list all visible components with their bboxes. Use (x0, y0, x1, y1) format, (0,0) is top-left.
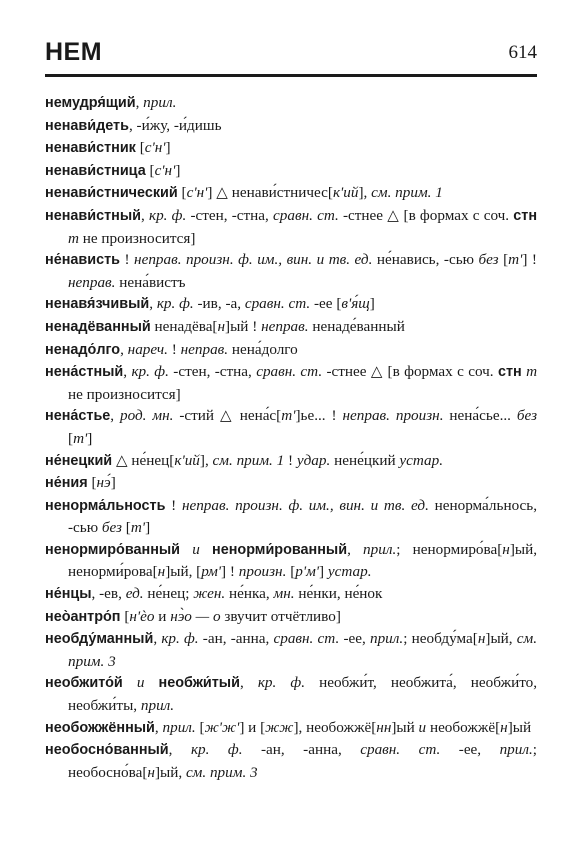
grammar-note: кʹий (332, 184, 359, 202)
headword: не́нцы (45, 586, 92, 603)
entry-nenavyazchivyy (45, 293, 537, 316)
entry-text: ; необосно́ва[ (68, 741, 538, 781)
grammar-note: кр. ф. (131, 363, 169, 381)
entry-nenadevannyy (45, 316, 537, 339)
grammar-note: сʹнʹ (186, 184, 208, 202)
headword: не́ния (45, 475, 88, 492)
grammar-note: прил. (363, 540, 397, 558)
entry-text: -стен, -стна, (186, 206, 274, 224)
entry-text: , -ев, (91, 585, 126, 603)
entry-text: ] (165, 139, 171, 157)
entry-text: ] ! (522, 251, 537, 269)
entry-nenetskiy (45, 450, 537, 473)
headword: ненорма́льность (45, 497, 166, 514)
entry-text: [ (120, 607, 130, 625)
grammar-note: т (526, 363, 538, 381)
entry-text: ]ый (507, 718, 532, 736)
grammar-note: сʹнʹ (154, 161, 176, 179)
grammar-note: сʹнʹ (144, 139, 166, 157)
grammar-note: см. прим. 3 (185, 763, 258, 781)
grammar-note: прил. (143, 94, 177, 111)
entry-text: и (154, 607, 171, 625)
entry-text: нена́вистъ (115, 273, 186, 291)
grammar-note: прил. (140, 697, 175, 715)
entry-text: -ее, (339, 630, 370, 648)
entry-text: , (110, 407, 121, 425)
grammar-note: прил. (162, 718, 196, 736)
grammar-note: тʹ (130, 519, 146, 537)
entry-text: △ не́нец[ (112, 451, 175, 469)
grammar-note: кр. ф. (148, 206, 187, 224)
entry-text: ; необду́ма[ (403, 630, 478, 648)
grammar-note: кр. ф. (190, 741, 243, 759)
entry-text: , (347, 540, 364, 558)
grammar-note: тʹ (508, 251, 523, 269)
headword: ненавя́зчивый (45, 296, 150, 313)
headword: ненави́стнический (45, 185, 178, 202)
headword: стн (497, 364, 522, 381)
entry-text: ! (284, 451, 297, 469)
grammar-note: неправ. произн. ф. им., вин. и тв. ед. (134, 251, 373, 269)
entry-text: ]ый, ненорми́рова[ (68, 540, 538, 581)
headword: ненави́стница (45, 162, 146, 179)
entry-text: ] (369, 295, 375, 313)
entry-text: ненаде́ванный (308, 317, 405, 335)
headword: нена́стье (45, 408, 111, 425)
entry-text: ], (199, 451, 213, 469)
grammar-note: устар. (327, 563, 372, 581)
entry-nenavidet (45, 115, 537, 138)
grammar-note: тʹ (281, 407, 296, 425)
running-headword: НЕМ (45, 38, 103, 66)
grammar-note: нэ̀о — о (170, 607, 221, 625)
grammar-note: сравн. ст. (256, 363, 323, 381)
entry-text: не́нки, не́нок (294, 585, 383, 603)
entry-text: , (239, 674, 258, 692)
entry-text: -ив, -а, (193, 295, 245, 313)
entry-text: ; ненормиро́ва[ (396, 540, 503, 558)
entry-neobozhzhennyy (45, 717, 537, 740)
entry-text: , (154, 718, 163, 736)
entry-list (45, 92, 537, 783)
entry-text: ]ье... ! (295, 407, 343, 425)
entry-nenastye (45, 405, 537, 449)
grammar-note: и (192, 540, 200, 558)
entry-text: нене́цкий (330, 451, 400, 469)
grammar-note: н (502, 540, 510, 558)
grammar-note: н (157, 563, 166, 581)
grammar-note: сравн. ст. (273, 630, 340, 648)
entry-text: ненадёва[ (150, 317, 218, 335)
entry-neobzhitoy (45, 672, 537, 716)
entry-text: ]ый ! (225, 317, 262, 335)
headword: нео̀антро́п (45, 608, 121, 625)
entry-text: ] ! (221, 563, 239, 581)
entry-text: , -и́жу, -и́дишь (128, 116, 222, 134)
entry-text: -стнее △ [в формах с соч. (338, 206, 514, 224)
entry-text: [ (121, 519, 131, 537)
headword: необжито́й (45, 675, 123, 692)
headword: ненави́стный (45, 207, 141, 224)
grammar-note: кр. ф. (156, 295, 194, 313)
headword: не́нецкий (45, 452, 113, 469)
entry-text: ], необожжё[ (293, 718, 377, 736)
grammar-note: жен. (193, 585, 226, 603)
grammar-note: мн. (273, 585, 295, 603)
entry-text: ]ый, [ (165, 563, 202, 581)
grammar-note: н (477, 630, 486, 648)
entry-nemudryashchiy (45, 92, 537, 115)
grammar-note: нэ́ (96, 474, 111, 492)
grammar-note: ед. (125, 585, 144, 603)
grammar-note: рʹмʹ (295, 563, 320, 581)
entry-text: -стий △ нена́с[ (173, 407, 282, 425)
entry-text: , (149, 295, 157, 313)
grammar-note: прил. (369, 630, 404, 648)
grammar-note: сравн. ст. (244, 295, 311, 313)
entry-nenavistnicheskiy (45, 182, 537, 205)
grammar-note: н (500, 718, 508, 736)
grammar-note: см. прим. 1 (212, 451, 285, 469)
grammar-note: неправ. (68, 273, 116, 291)
grammar-note: без (101, 519, 122, 537)
grammar-note: тʹ (73, 429, 88, 447)
entry-text: , (135, 94, 144, 111)
entry-text: звучит отчётливо] (220, 607, 341, 625)
grammar-note: неправ. произн. ф. им., вин. и тв. ед. (181, 496, 429, 514)
grammar-note: жʹжʹ (204, 718, 240, 736)
entry-text: -ан, -анна, (242, 741, 361, 759)
page-number: 614 (508, 42, 537, 63)
entry-text: [ (145, 161, 155, 179)
headword: ненормиро́ванный (45, 541, 181, 558)
grammar-note: т (68, 229, 79, 247)
headword: необожжённый (45, 719, 155, 736)
entry-text: нена́долго (228, 340, 298, 358)
grammar-note: удар. (296, 451, 331, 469)
entry-text: ] (319, 563, 328, 581)
headword: ненави́деть (45, 117, 129, 134)
grammar-note: устар. (399, 451, 443, 469)
grammar-note: жж (265, 718, 294, 736)
entry-text (123, 674, 137, 691)
entry-text: ]ый, (485, 630, 517, 648)
headword: ненорми́рованный (212, 541, 348, 558)
entry-nenadolgo (45, 339, 537, 362)
entry-neobdumannyy (45, 628, 537, 672)
entry-text: , (123, 363, 132, 381)
entry-text: не́навись, -сью (372, 251, 479, 269)
entry-text: -ан, -анна, (198, 630, 274, 648)
entry-text: [ (195, 718, 205, 736)
grammar-note: неправ. (180, 340, 229, 358)
entry-text: ]ый (391, 718, 419, 736)
entry-text: не произносится] (78, 229, 196, 247)
entry-text: ! (167, 340, 181, 358)
grammar-note: н (147, 763, 155, 781)
grammar-note: и (136, 674, 145, 692)
entry-text: [ (68, 429, 74, 447)
entry-text: не́нка, (225, 585, 274, 603)
entry-text: ! (119, 251, 135, 269)
headword: необосно́ванный (45, 742, 169, 759)
grammar-note: сравн. ст. (360, 741, 441, 759)
entry-text: ]ый, (154, 763, 186, 781)
entry-nenormirovannyy (45, 539, 537, 583)
entry-text: -стен, -стна, (168, 363, 257, 381)
grammar-note: род. мн. (120, 407, 174, 425)
entry-text: необожжё[ (426, 718, 501, 736)
entry-nenormalnost (45, 495, 537, 539)
entry-text: [ (286, 563, 296, 581)
grammar-note: нʹѐо (129, 607, 155, 625)
entry-text: [ (498, 251, 509, 269)
entry-text (144, 674, 158, 691)
entry-nenavistnitsa (45, 160, 537, 183)
grammar-note: см. прим. 3 (68, 630, 538, 670)
grammar-note: кр. ф. (257, 674, 305, 692)
entry-text: ] (110, 474, 116, 492)
entry-text: [ (135, 139, 145, 157)
grammar-note: неправ. (261, 317, 309, 335)
entry-nenavistnyy (45, 205, 537, 249)
entry-text: [ (87, 474, 97, 492)
headword: немудря́щий (45, 95, 136, 111)
entry-text: ] △ ненави́стничес[ (207, 184, 333, 202)
entry-text: ], (358, 184, 372, 202)
headword: нена́стный (45, 364, 124, 381)
entry-nenavist (45, 249, 537, 293)
grammar-note: сравн. ст. (273, 206, 339, 224)
grammar-note: без (478, 251, 499, 269)
grammar-note: нареч. (127, 340, 168, 358)
entry-nenya (45, 472, 537, 495)
entry-text: , (168, 741, 191, 759)
grammar-note: рмʹ (201, 563, 222, 581)
grammar-note: неправ. произн. (342, 407, 444, 425)
entry-text: ] и [ (239, 718, 266, 736)
grammar-note: кʹий (174, 451, 200, 469)
entry-text: ненорма́льнось, -сью (68, 496, 538, 537)
entry-text: -ее, (440, 741, 500, 759)
entry-text: , (153, 630, 162, 648)
headword: не́нависть (45, 252, 120, 269)
entry-nentsy (45, 583, 537, 606)
entry-text: ! (165, 496, 182, 514)
headword: необду́манный (45, 631, 154, 648)
entry-neoantrop (45, 606, 537, 629)
entry-text: ] (175, 161, 181, 179)
entry-text: [ (177, 184, 187, 202)
entry-text (180, 541, 192, 558)
headword: ненадо́лго (45, 341, 121, 358)
headword: ненадёванный (45, 318, 151, 335)
header-rule (45, 74, 537, 77)
entry-text: , (140, 206, 149, 224)
entry-nenastnyy (45, 361, 537, 405)
grammar-note: произн. (238, 563, 287, 581)
entry-neobosnovannyy (45, 739, 537, 783)
headword: необжи́тый (158, 675, 240, 692)
grammar-note: прил. (499, 741, 533, 759)
entry-text (200, 541, 212, 558)
entry-text: -стнее △ [в формах с соч. (322, 363, 498, 381)
grammar-note: нн (376, 718, 392, 736)
grammar-note: и (418, 718, 427, 736)
entry-text: не произносится] (68, 385, 181, 403)
headword: стн (513, 207, 538, 224)
grammar-note: вʹя́щ (341, 295, 370, 313)
grammar-note: см. прим. 1 (371, 184, 443, 202)
entry-text: необжи́т, необжита́, необжи́то, необжи́ты, (68, 674, 538, 715)
grammar-note: без (516, 407, 537, 425)
entry-text: не́нец; (143, 585, 194, 603)
entry-text: нена́сье... (443, 407, 517, 425)
headword: ненави́стник (45, 140, 136, 157)
entry-text: -ее [ (310, 295, 342, 313)
entry-text: ] (145, 519, 151, 537)
grammar-note: кр. ф. (161, 630, 199, 648)
grammar-note: н (217, 317, 226, 335)
entry-text: , (120, 340, 128, 358)
entry-text: ] (87, 429, 93, 447)
entry-nenavistnik (45, 137, 537, 160)
